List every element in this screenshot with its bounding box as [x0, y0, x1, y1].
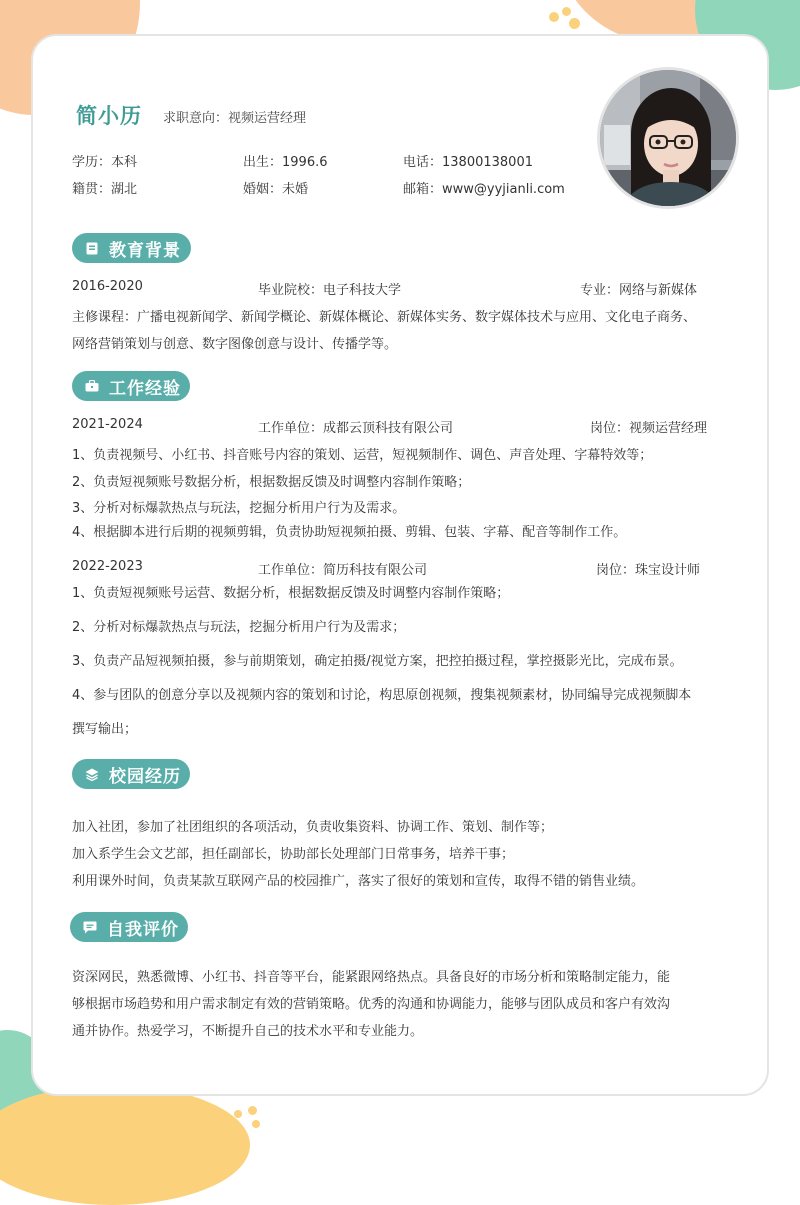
book-icon: [84, 240, 100, 256]
decor-dot: [569, 18, 580, 29]
job-company: 工作单位：简历科技有限公司: [258, 563, 428, 578]
comment-icon: [82, 919, 98, 935]
education-period: 2016-2020: [72, 279, 143, 294]
briefcase-icon: [84, 378, 100, 394]
education-major: 专业：网络与新媒体: [580, 283, 698, 298]
campus-line: 加入系学生会文艺部，担任副部长，协助部长处理部门日常事务，培养干事；: [72, 847, 515, 862]
job-period: 2022-2023: [72, 559, 143, 574]
job-duty: 4、参与团队的创意分享以及视频内容的策划和讨论，构思原创视频，搜集视频素材，协同编导完成视频脚本: [72, 688, 692, 703]
job-duty: 2、负责短视频账号数据分析，根据数据反馈及时调整内容制作策略；: [72, 475, 471, 490]
campus-line: 加入社团，参加了社团组织的各项活动，负责收集资料、协调工作、策划、制作等；: [72, 820, 554, 835]
job-position: 岗位：视频运营经理: [590, 421, 708, 436]
candidate-name: 简小历: [76, 104, 142, 128]
self-evaluation-line: 够根据市场趋势和用户需求制定有效的营销策略。优秀的沟通和协调能力，能够与团队成员和客户有效沟: [72, 997, 671, 1012]
job-duty: 撰写输出；: [72, 722, 138, 737]
job-position: 岗位：珠宝设计师: [596, 563, 701, 578]
job-duty: 3、负责产品短视频拍摄，参与前期策划，确定拍摄/视觉方案，把控拍摄过程，掌控摄影光比，完成布景。: [72, 654, 683, 669]
section-header-education: [72, 233, 191, 263]
section-title: 教育背景: [109, 240, 181, 261]
job-duty: 1、负责视频号、小红书、抖音账号内容的策划、运营，短视频制作、调色、声音处理、字幕特效等；: [72, 448, 653, 463]
education-school: 毕业院校：电子科技大学: [258, 283, 402, 298]
self-evaluation-line: 通并协作。热爱学习，不断提升自己的技术水平和专业能力。: [72, 1024, 424, 1039]
campus-line: 利用课外时间，负责某款互联网产品的校园推广，落实了很好的策划和宣传，取得不错的销售业绩。: [72, 874, 645, 889]
layers-icon: [84, 766, 100, 782]
decor-dot: [252, 1120, 260, 1128]
decor-dot: [248, 1106, 257, 1115]
education-courses: 主修课程：广播电视新闻学、新闻学概论、新媒体概论、新媒体实务、数字媒体技术与应用、文化电子商务、: [72, 310, 697, 325]
section-header-self-evaluation: [70, 912, 188, 942]
job-duty: 3、分析对标爆款热点与玩法，挖掘分析用户行为及需求。: [72, 501, 406, 516]
job-intent: 求职意向：视频运营经理: [163, 111, 307, 126]
job-company: 工作单位：成都云顶科技有限公司: [258, 421, 454, 436]
avatar: [597, 67, 739, 209]
phone: 电话：13800138001: [403, 155, 533, 170]
section-title: 自我评价: [107, 919, 179, 940]
email: 邮箱：www@yyjianli.com: [403, 182, 565, 197]
education-level: 学历：本科: [72, 155, 138, 170]
section-header-work: [72, 371, 190, 401]
decor-dot: [549, 12, 559, 22]
job-duty: 1、负责短视频账号运营、数据分析，根据数据反馈及时调整内容制作策略；: [72, 586, 510, 601]
job-period: 2021-2024: [72, 417, 143, 432]
hometown: 籍贯：湖北: [72, 182, 138, 197]
marital-status: 婚姻：未婚: [243, 182, 309, 197]
section-title: 工作经验: [109, 378, 181, 399]
self-evaluation-line: 资深网民，熟悉微博、小红书、抖音等平台，能紧跟网络热点。具备良好的市场分析和策略制定能力，能: [72, 970, 671, 985]
education-courses: 网络营销策划与创意、数字图像创意与设计、传播学等。: [72, 337, 398, 352]
birth-date: 出生：1996.6: [243, 155, 328, 170]
decor-dot: [562, 7, 571, 16]
decor-dot: [234, 1110, 242, 1118]
job-duty: 2、分析对标爆款热点与玩法，挖掘分析用户行为及需求；: [72, 620, 406, 635]
decor-yellow-blob-bottom-left: [0, 1085, 250, 1205]
section-header-campus: [72, 759, 190, 789]
section-title: 校园经历: [109, 766, 181, 787]
job-duty: 4、根据脚本进行后期的视频剪辑，负责协助短视频拍摄、剪辑、包装、字幕、配音等制作工作。: [72, 525, 627, 540]
